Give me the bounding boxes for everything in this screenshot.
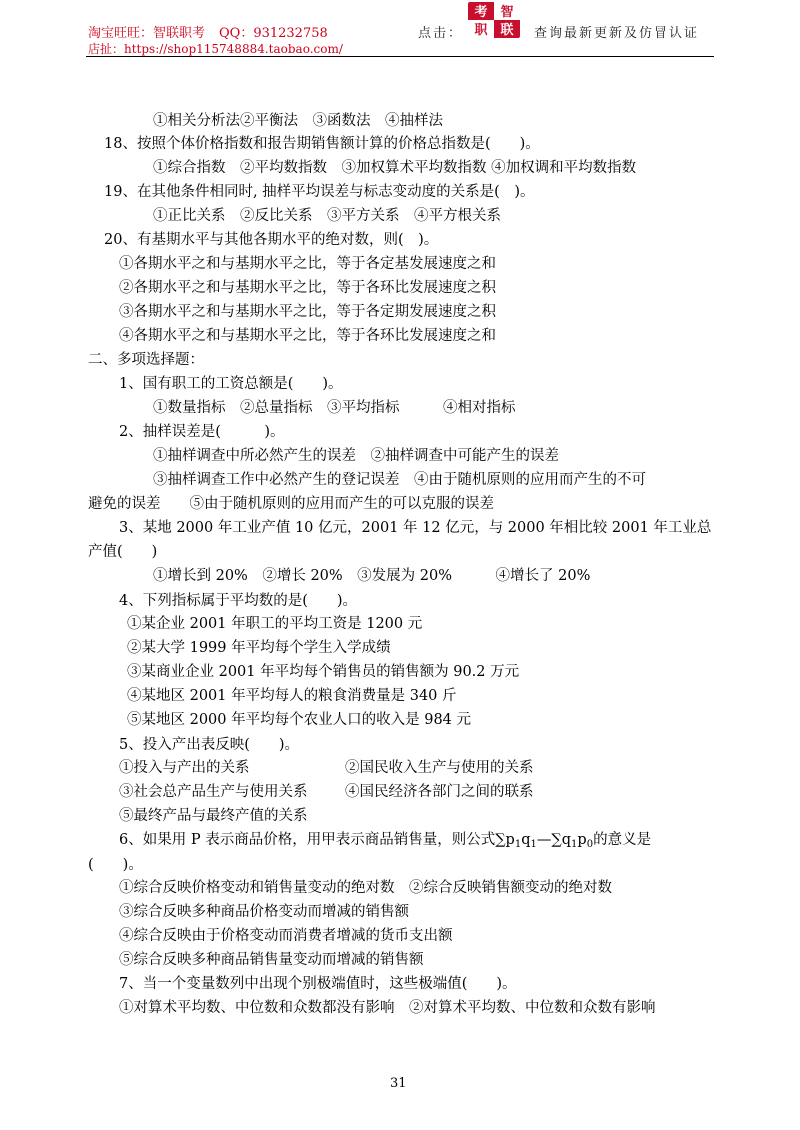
mq-5: 5、投入产出表反映( )。	[119, 737, 300, 753]
mq4-option-3: ③某商业企业 2001 年平均每个销售员的销售额为 90.2 万元	[127, 664, 520, 680]
formula-part: —∑q	[536, 832, 572, 848]
mq-3-cont: 产值( )	[88, 544, 158, 560]
shop-wangwang: 淘宝旺旺：智联职考	[88, 26, 206, 41]
mq4-option-5: ⑤某地区 2000 年平均每个农业人口的收入是 984 元	[127, 712, 472, 728]
mq6-option-3: ③综合反映多种商品价格变动而增减的销售额	[119, 904, 409, 920]
mq-4: 4、下列指标属于平均数的是( )。	[119, 593, 358, 609]
question-19: 19、在其他条件相同时, 抽样平均误差与标志变动度的关系是( )。	[104, 184, 535, 200]
mq-6	[119, 830, 651, 855]
mq7-options: ①对算术平均数、中位数和众数都没有影响 ②对算术平均数、中位数和众数有影响	[119, 1000, 656, 1016]
q20-option-2: ②各期水平之和与基期水平之比，等于各环比发展速度之积	[119, 280, 496, 296]
q18-options: ①综合指数 ②平均数指数 ③加权算术平均数指数 ④加权调和平均数指数	[153, 160, 637, 176]
mq-6-cont: ( )。	[88, 857, 143, 873]
mq6-text-end: 的意义是	[593, 832, 652, 848]
formula-part: ∑p	[495, 832, 515, 848]
mq-3: 3、某地 2000 年工业产值 10 亿元，2001 年 12 亿元，与 2000 年相比较 2001 年工业总	[119, 520, 712, 536]
mq2-options-a: ①抽样调查中所必然产生的误差 ②抽样调查中可能产生的误差	[153, 448, 559, 464]
shop-qq: QQ：931232758	[219, 26, 328, 41]
logo-badge-icon	[468, 2, 520, 38]
shop-url[interactable]: 店扯：https://shop115748884.taobao.com/	[88, 42, 343, 56]
formula-subscript: 1	[571, 839, 578, 850]
question-20: 20、有基期水平与其他各期水平的绝对数，则( )。	[104, 232, 439, 248]
section-heading: 二、多项选择题：	[88, 352, 204, 368]
mq2-options-b: ③抽样调查工作中必然产生的登记误差 ④由于随机原则的应用而产生的不可	[153, 472, 646, 488]
q17-options: ①相关分析法②平衡法 ③函数法 ④抽样法	[153, 113, 443, 129]
formula-part: p	[577, 832, 587, 848]
formula-part: q	[521, 832, 531, 848]
shop-contact	[88, 22, 328, 41]
mq6-text: 6、如果用 P 表示商品价格，用甲表示商品销售量，则公式	[119, 832, 496, 848]
q20-option-1: ①各期水平之和与基期水平之比，等于各定基发展速度之和	[119, 256, 496, 272]
svg-text:职: 职	[474, 23, 488, 38]
mq4-option-2: ②某大学 1999 年平均每个学生入学成绩	[127, 640, 391, 656]
mq4-option-4: ④某地区 2001 年平均每人的粮食消费量是 340 斤	[127, 688, 457, 704]
mq2-options-c: 避免的误差 ⑤由于随机原则的应用而产生的可以克服的误差	[88, 496, 494, 512]
verify-link[interactable]: 查询最新更新及仿冒认证	[534, 26, 700, 41]
svg-text:智: 智	[500, 5, 514, 20]
mq6-options-a: ①综合反映价格变动和销售量变动的绝对数 ②综合反映销售额变动的绝对数	[119, 880, 612, 896]
q20-option-3: ③各期水平之和与基期水平之比，等于各定期发展速度之积	[119, 304, 496, 320]
header-rule	[86, 56, 714, 57]
formula-subscript: 1	[514, 839, 522, 850]
question-18: 18、按照个体价格指数和报告期销售额计算的价格总指数是( )。	[104, 136, 540, 152]
mq5-option-5: ⑤最终产品与最终产值的关系	[119, 808, 308, 824]
formula-subscript: 1	[530, 839, 537, 850]
mq5-option-1: ①投入与产出的关系	[119, 760, 250, 776]
mq6-option-5: ⑤综合反映多种商品销售量变动而增减的销售额	[119, 952, 424, 968]
page-header	[0, 0, 800, 60]
mq1-options: ①数量指标 ②总量指标 ③平均指标 ④相对指标	[153, 400, 516, 416]
mq5-option-4: ④国民经济各部门之间的联系	[345, 784, 534, 800]
mq6-option-4: ④综合反映由于价格变动而消费者增减的货币支出额	[119, 928, 453, 944]
mq5-option-3: ③社会总产品生产与使用关系	[119, 784, 308, 800]
formula-subscript: 0	[586, 839, 594, 850]
zhilian-logo[interactable]	[468, 2, 520, 38]
page-number: 31	[390, 1076, 407, 1091]
mq-7: 7、当一个变量数列中出现个别极端值时，这些极端值( )。	[119, 976, 517, 992]
q20-option-4: ④各期水平之和与基期水平之比，等于各环比发展速度之和	[119, 328, 496, 344]
mq5-option-2: ②国民收入生产与使用的关系	[345, 760, 534, 776]
svg-text:考: 考	[474, 5, 488, 20]
svg-text:联: 联	[500, 23, 514, 38]
q19-options: ①正比关系 ②反比关系 ③平方关系 ④平方根关系	[153, 208, 501, 224]
mq-2: 2、抽样误差是( )。	[119, 424, 285, 440]
mq4-option-1: ①某企业 2001 年职工的平均工资是 1200 元	[127, 616, 423, 632]
mq-1: 1、国有职工的工资总额是( )。	[119, 376, 343, 392]
mq3-options: ①增长到 20% ②增长 20% ③发展为 20% ④增长了 20%	[153, 568, 591, 584]
click-label: 点击：	[418, 26, 464, 41]
